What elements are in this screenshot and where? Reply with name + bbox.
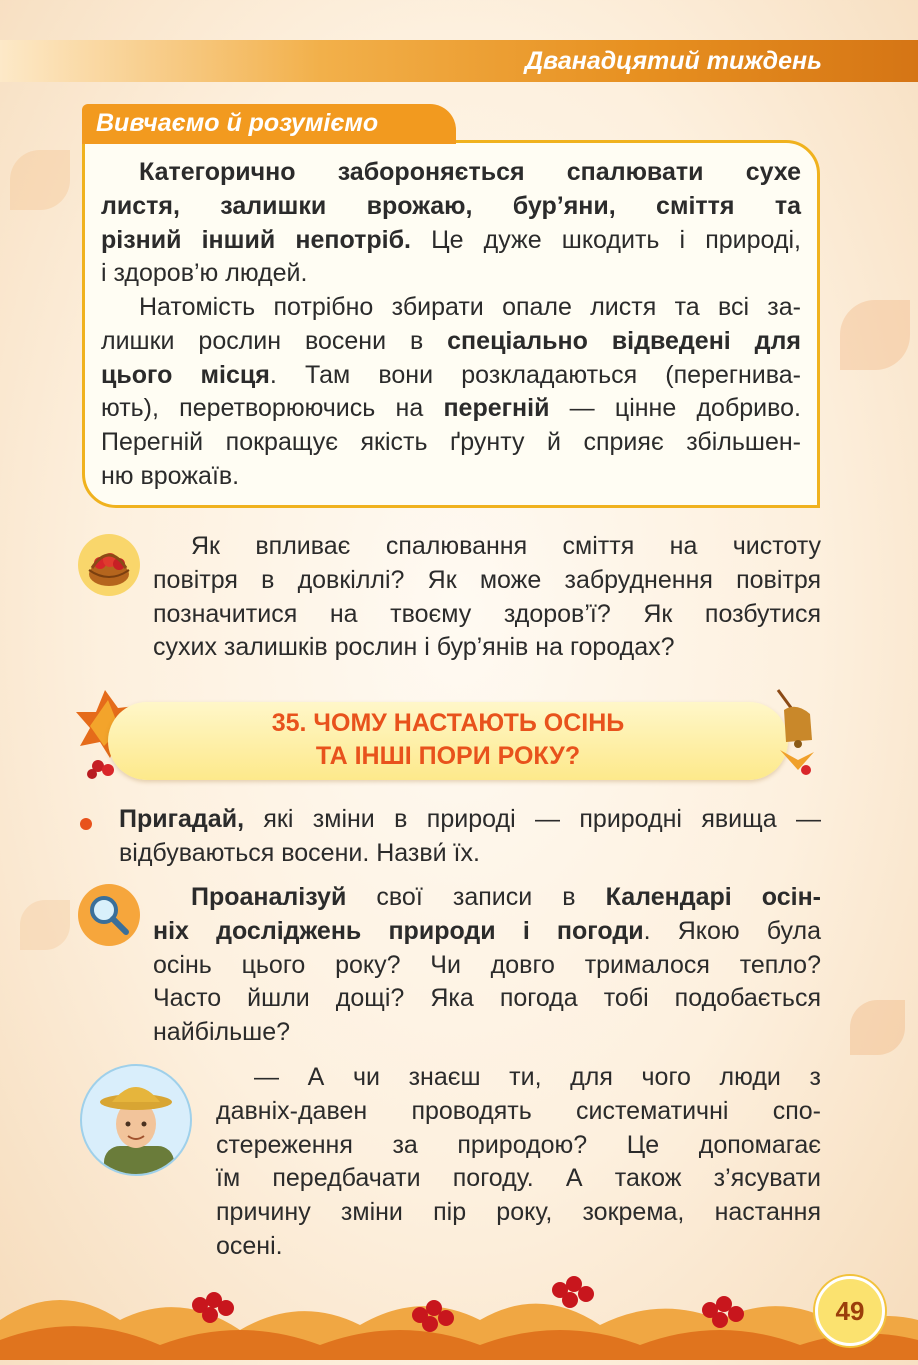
- lesson-title: [108, 707, 788, 773]
- background-leaf: [840, 300, 910, 370]
- text-run: давніх-давен проводять систематичні спо-: [216, 1096, 821, 1125]
- text-line: [101, 460, 801, 494]
- background-leaf: [20, 900, 70, 950]
- analyze-text: [153, 881, 821, 1050]
- text-line: [216, 1196, 821, 1230]
- boy-avatar: [80, 1064, 192, 1176]
- text-line: [101, 291, 801, 325]
- bold-run: Пригадай,: [119, 805, 245, 833]
- text-line: [153, 631, 821, 665]
- chapter-title: Дванадцятий тиждень: [525, 47, 822, 75]
- text-run: Перегній покращує якість ґрунту й сприяє збільшен-: [101, 428, 801, 457]
- text-line: [101, 325, 801, 359]
- text-line: [153, 1016, 821, 1050]
- text-line: [216, 1162, 821, 1196]
- text-line: [101, 224, 801, 258]
- background-leaf: [10, 150, 70, 210]
- text-line: [216, 1095, 821, 1129]
- text-line: [153, 915, 821, 949]
- text-line: [216, 1129, 821, 1163]
- basket-icon: [78, 534, 140, 596]
- text-line: [119, 837, 821, 871]
- text-line: [216, 1061, 821, 1095]
- bold-run: Категорично забороняється спалювати сухе: [139, 158, 801, 186]
- text-run: — А чи знаєш ти, для чого люди з: [254, 1063, 821, 1091]
- bullet-marker: [80, 818, 92, 830]
- text-run: їм передбачати погоду. А також з’ясувати: [216, 1164, 821, 1193]
- text-line: [101, 257, 801, 291]
- text-run: ють), перетворюючись на: [101, 394, 444, 423]
- text-run: осінь цього року? Чи довго трималося тепло?: [153, 950, 821, 979]
- bold-run: листя, залишки врожаю, бур’яни, сміття та: [101, 191, 801, 220]
- text-line: [101, 359, 801, 393]
- bold-run: Проаналізуй: [191, 883, 347, 911]
- text-run: стереження за природою? Це допомагає: [216, 1130, 821, 1159]
- text-line: [153, 949, 821, 983]
- text-run: сухих залишків рослин і бур’янів на городах?: [153, 633, 675, 662]
- bold-run: перегній: [443, 394, 550, 423]
- bold-run: різний інший непотріб.: [101, 225, 411, 254]
- text-line: [153, 598, 821, 632]
- text-line: [153, 530, 821, 564]
- magnifier-icon: [78, 884, 140, 946]
- lesson-title-line-2: ТА ІНШІ ПОРИ РОКУ?: [315, 742, 581, 770]
- info-paragraph-2: [101, 291, 801, 494]
- info-paragraph-1: [101, 156, 801, 291]
- text-line: [119, 803, 821, 837]
- text-run: Це дуже шкодить і природі,: [410, 225, 801, 254]
- question-text: [153, 530, 821, 665]
- text-run: причину зміни пір року, зокрема, настання: [216, 1198, 821, 1227]
- text-run: свої записи в: [346, 883, 606, 911]
- text-run: Натомість потрібно збирати опале листя та всі за-: [139, 293, 801, 321]
- text-run: Часто йшли дощі? Яка погода тобі подобається: [153, 984, 821, 1013]
- text-run: осені.: [216, 1231, 283, 1260]
- text-run: і здоров’ю людей.: [101, 259, 308, 288]
- bell-icon: [770, 680, 822, 780]
- text-run: ню врожаїв.: [101, 461, 240, 490]
- section-label: Вивчаємо й розуміємо: [96, 109, 379, 137]
- lesson-title-line-1: 35. ЧОМУ НАСТАЮТЬ ОСІНЬ: [271, 709, 625, 737]
- text-run: позначитися на твоєму здоров’ї? Як позбутися: [153, 599, 821, 628]
- text-run: найбільше?: [153, 1018, 291, 1047]
- text-line: [101, 156, 801, 190]
- text-run: повітря в довкіллі? Як може забруднення повітря: [153, 565, 821, 594]
- text-line: [153, 564, 821, 598]
- page-number: 49: [815, 1276, 885, 1346]
- bold-run: Календарі осін-: [605, 883, 821, 911]
- dialog-text: [216, 1061, 821, 1264]
- autumn-leaves-border: [0, 1260, 918, 1360]
- text-run: лишки рослин восени в: [101, 326, 448, 355]
- text-run: які зміни в природі — природні явища —: [244, 805, 821, 833]
- text-run: . Якою була: [643, 916, 821, 945]
- text-run: відбуваються восени. Назви́ їх.: [119, 838, 480, 867]
- text-line: [216, 1230, 821, 1264]
- background-leaf: [850, 1000, 905, 1055]
- text-run: — цінне добриво.: [549, 394, 801, 423]
- bold-run: ніх досліджень природи і погоди: [153, 916, 644, 945]
- text-line: [101, 190, 801, 224]
- text-run: Як впливає спалювання сміття на чистоту: [191, 532, 821, 560]
- recall-text: [119, 803, 821, 871]
- text-run: . Там вони розкладаються (перегнива-: [269, 360, 801, 389]
- section-tab: [82, 104, 456, 144]
- bold-run: цього місця: [101, 360, 270, 389]
- bold-run: спеціально відведені для: [447, 326, 801, 355]
- text-line: [101, 392, 801, 426]
- text-line: [153, 881, 821, 915]
- text-line: [101, 426, 801, 460]
- text-line: [153, 982, 821, 1016]
